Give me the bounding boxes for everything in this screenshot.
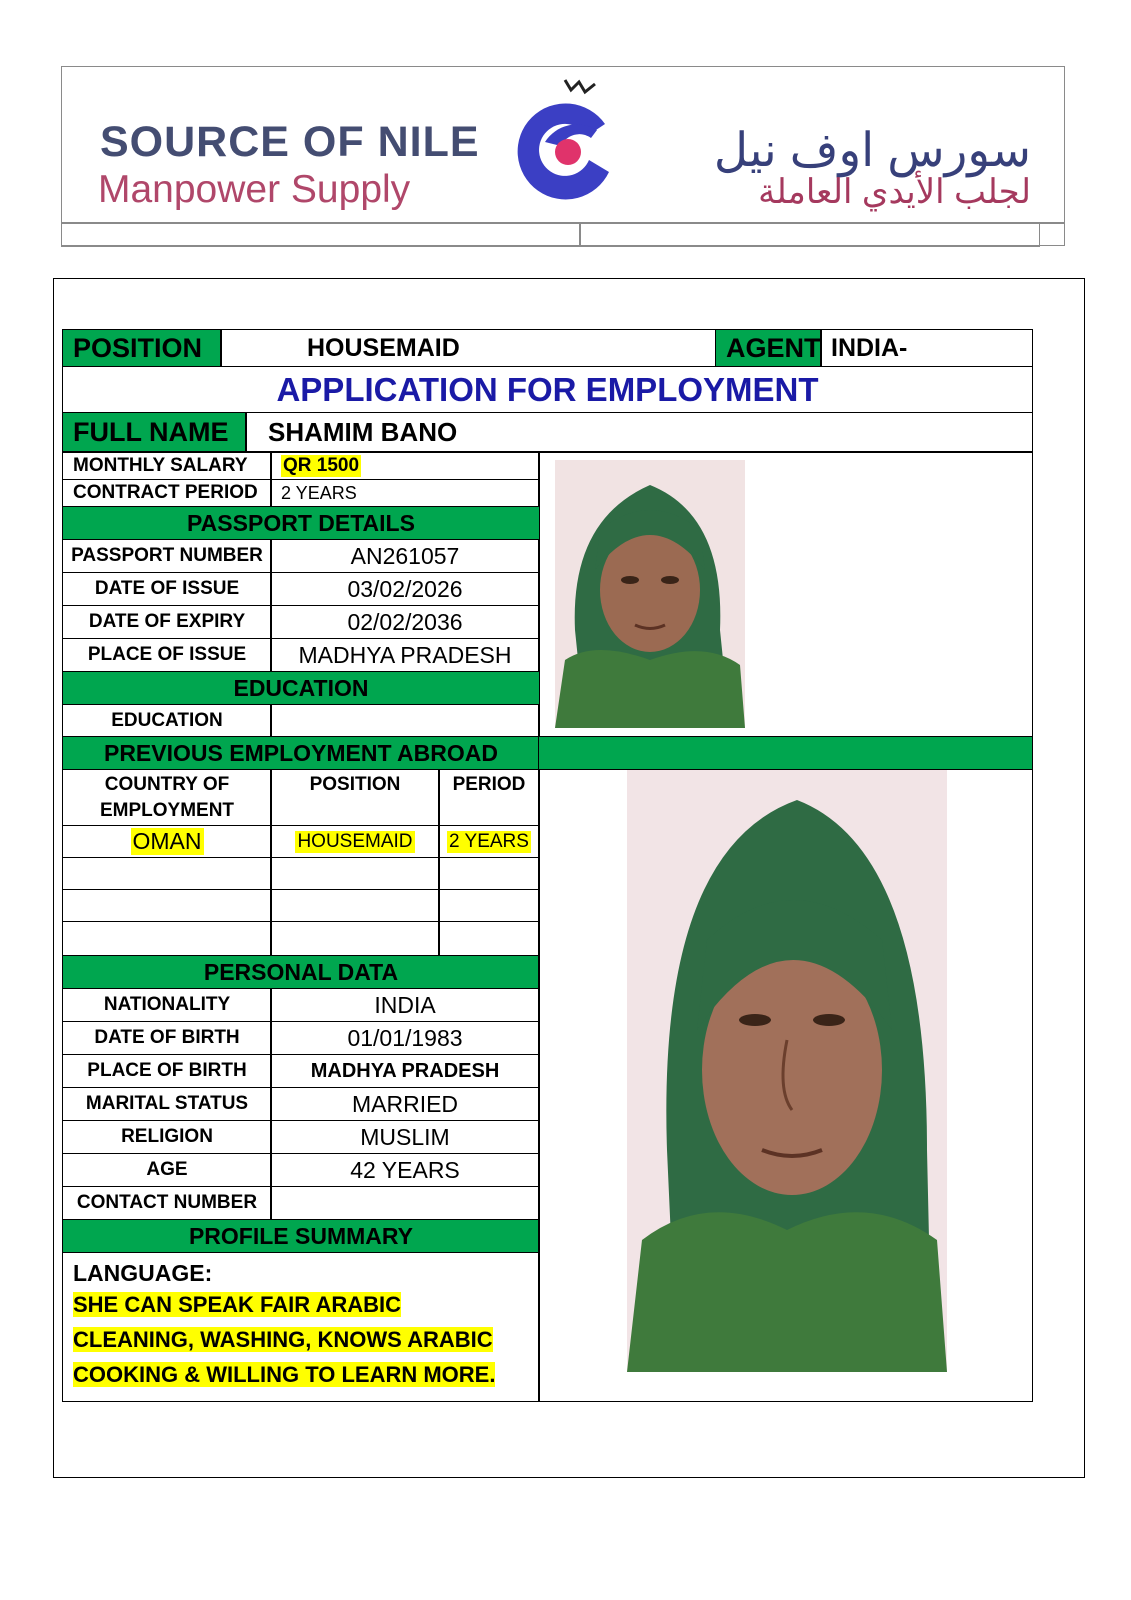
position-column-header: POSITION (270, 769, 440, 826)
employment-country-cell (62, 857, 272, 890)
period-column-header: PERIOD (438, 769, 540, 826)
contact-number-value (270, 1186, 540, 1220)
age-label: AGE (62, 1153, 272, 1187)
language-label: LANGUAGE: (73, 1260, 213, 1286)
issue-date-value: 03/02/2026 (270, 572, 540, 606)
salary-label: MONTHLY SALARY (62, 452, 272, 480)
employment-country-cell: OMAN (62, 825, 272, 858)
employment-period-cell: 2 YEARS (438, 825, 540, 858)
contract-period-value: 2 YEARS (270, 479, 540, 507)
letterhead-footer-left (61, 222, 580, 247)
birth-date-value: 01/01/1983 (270, 1021, 540, 1055)
applicant-photo-large (627, 770, 947, 1372)
passport-number-value: AN261057 (270, 539, 540, 573)
applicant-photo-small (555, 460, 745, 728)
company-name-ar: سورس اوف نيل (713, 123, 1031, 176)
education-label: EDUCATION (62, 704, 272, 737)
employment-header-filler (538, 736, 1033, 770)
personal-section-header: PERSONAL DATA (62, 955, 540, 989)
contract-period-label: CONTRACT PERIOD (62, 479, 272, 507)
employment-section-header: PREVIOUS EMPLOYMENT ABROAD (62, 736, 540, 770)
place-of-issue-label: PLACE OF ISSUE (62, 638, 272, 672)
employment-position-cell (270, 921, 440, 956)
profile-line: SHE CAN SPEAK FAIR ARABIC (73, 1292, 401, 1317)
letterhead-footer-right (580, 222, 1040, 247)
company-tagline-en: Manpower Supply (98, 168, 411, 211)
company-name-en: SOURCE OF NILE (100, 118, 480, 166)
employment-country-cell (62, 921, 272, 956)
employment-period-cell (438, 921, 540, 956)
nationality-value: INDIA (270, 988, 540, 1022)
marital-status-label: MARITAL STATUS (62, 1087, 272, 1121)
employment-position-cell: HOUSEMAID (270, 825, 440, 858)
employment-position-cell (270, 857, 440, 890)
birth-place-label: PLACE OF BIRTH (62, 1054, 272, 1088)
education-section-header: EDUCATION (62, 671, 540, 705)
fullname-label: FULL NAME (62, 412, 247, 452)
profile-summary-box (62, 1252, 540, 1402)
employment-country-cell (62, 889, 272, 922)
company-logo-icon (505, 72, 645, 212)
salary-value: QR 1500 (270, 452, 540, 480)
country-column-header: COUNTRY OF EMPLOYMENT (62, 769, 272, 826)
expiry-date-label: DATE OF EXPIRY (62, 605, 272, 639)
place-of-issue-value: MADHYA PRADESH (270, 638, 540, 672)
position-value: HOUSEMAID (220, 329, 716, 367)
education-value (270, 704, 540, 737)
agent-label: AGENT (715, 329, 822, 367)
profile-section-header: PROFILE SUMMARY (62, 1219, 540, 1253)
contact-number-label: CONTACT NUMBER (62, 1186, 272, 1220)
religion-label: RELIGION (62, 1120, 272, 1154)
religion-value: MUSLIM (270, 1120, 540, 1154)
profile-line: COOKING & WILLING TO LEARN MORE. (73, 1362, 496, 1387)
birth-date-label: DATE OF BIRTH (62, 1021, 272, 1055)
passport-number-label: PASSPORT NUMBER (62, 539, 272, 573)
birth-place-value: MADHYA PRADESH (270, 1054, 540, 1088)
passport-section-header: PASSPORT DETAILS (62, 506, 540, 540)
marital-status-value: MARRIED (270, 1087, 540, 1121)
expiry-date-value: 02/02/2036 (270, 605, 540, 639)
issue-date-label: DATE OF ISSUE (62, 572, 272, 606)
company-tagline-ar: لجلب الأيدي العاملة (758, 173, 1031, 211)
employment-period-cell (438, 857, 540, 890)
employment-position-cell (270, 889, 440, 922)
position-label: POSITION (62, 329, 222, 367)
page-title: APPLICATION FOR EMPLOYMENT (62, 366, 1033, 413)
profile-line: CLEANING, WASHING, KNOWS ARABIC (73, 1327, 493, 1352)
nationality-label: NATIONALITY (62, 988, 272, 1022)
age-value: 42 YEARS (270, 1153, 540, 1187)
employment-period-cell (438, 889, 540, 922)
agent-value: INDIA- (820, 329, 1033, 367)
fullname-value: SHAMIM BANO (245, 412, 1033, 452)
